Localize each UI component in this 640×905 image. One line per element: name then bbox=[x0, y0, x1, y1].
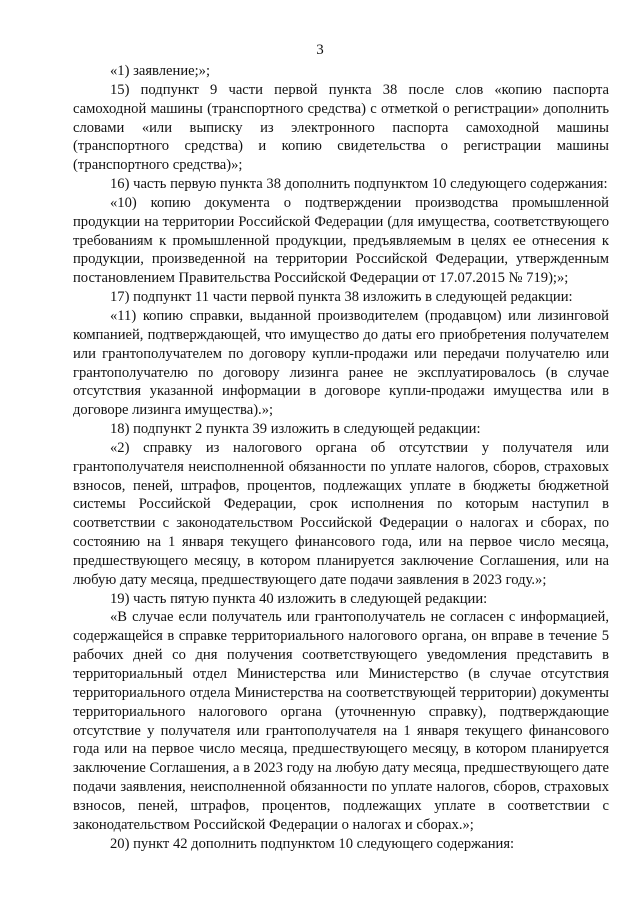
paragraph: «11) копию справки, выданной производителем (продавцом) или лизинговой компанией, подтверждающей, что имущество до даты его приобретения получателем или грантополучателем по договору купли-продажи или передачи получателю или грантополучателю по договору лизинга ранее не эксплуатировалось (в случае отсутствия указанной информации в договоре купли-продажи имущества или в договоре лизинга имущества).»; bbox=[73, 307, 609, 419]
document-body bbox=[73, 62, 609, 853]
paragraph: «1) заявление;»; bbox=[110, 63, 211, 79]
paragraph: 15) подпункт 9 части первой пункта 38 после слов «копию паспорта самоходной машины (транспортного средства) с отметкой о регистрации» дополнить словами «или выписку из электронного паспорта самоходной машины (транспортного средства) и копию свидетельства о регистрации машины (транспортного средства)»; bbox=[73, 81, 609, 174]
paragraph: «10) копию документа о подтверждении производства промышленной продукции на территории Российской Федерации (для имущества, соответствующего требованиям к промышленной продукции, предъявляемым в целях ее отнесения к продукции, произведенной на территории Российской Федерации, утвержденным постановлением Правительства Российской Федерации от 17.07.2015 № 719);»; bbox=[73, 194, 609, 287]
paragraph: 18) подпункт 2 пункта 39 изложить в следующей редакции: bbox=[110, 421, 481, 438]
paragraph: 19) часть пятую пункта 40 изложить в следующей редакции: bbox=[110, 590, 488, 607]
paragraph: «2) справку из налогового органа об отсутствии у получателя или грантополучателя неисполненной обязанности по уплате налогов, сборов, страховых взносов, пеней, штрафов, процентов, подлежащих уплате в бюджеты бюджетной системы Российской Федерации, срок исполнения по которым наступил в соответствии с законодательством Российской Федерации о налогах и сборах, по состоянию на 1 января текущего финансового года, или на первое число месяца, предшествующего месяцу, в котором планируется заключение Соглашения, или на любую дату месяца, предшествующего дате подачи заявления в 2023 году.»; bbox=[73, 439, 609, 588]
paragraph: 16) часть первую пункта 38 дополнить подпунктом 10 следующего содержания: bbox=[110, 176, 608, 193]
page-number: 3 bbox=[316, 42, 324, 58]
paragraph: 17) подпункт 11 части первой пункта 38 изложить в следующей редакции: bbox=[110, 289, 573, 306]
paragraph: 20) пункт 42 дополнить подпунктом 10 следующего содержания: bbox=[110, 835, 515, 852]
paragraph: «В случае если получатель или грантополучатель не согласен с информацией, содержащейся в справке территориального налогового органа, он вправе в течение 5 рабочих дней со дня получения соответствующего уведомления представить в территориальный отдел Министерства или Министерство (в случае отсутствия территориального отдела Министерства на соответствующей территории) документы территориального налогового органа (уточненную справку), подтверждающие отсутствие у получателя или грантополучателя на 1 января текущего финансового года или на первое число месяца, предшествующего месяцу, в котором планируется заключение Соглашения, а в 2023 году на любую дату месяца, предшествующего дате подачи заявления, неисполненной обязанности по уплате налогов, сборов, страховых взносов, пеней, штрафов, процентов, подлежащих уплате в соответствии с законодательством Российской Федерации о налогах и сборах.»; bbox=[73, 609, 609, 833]
